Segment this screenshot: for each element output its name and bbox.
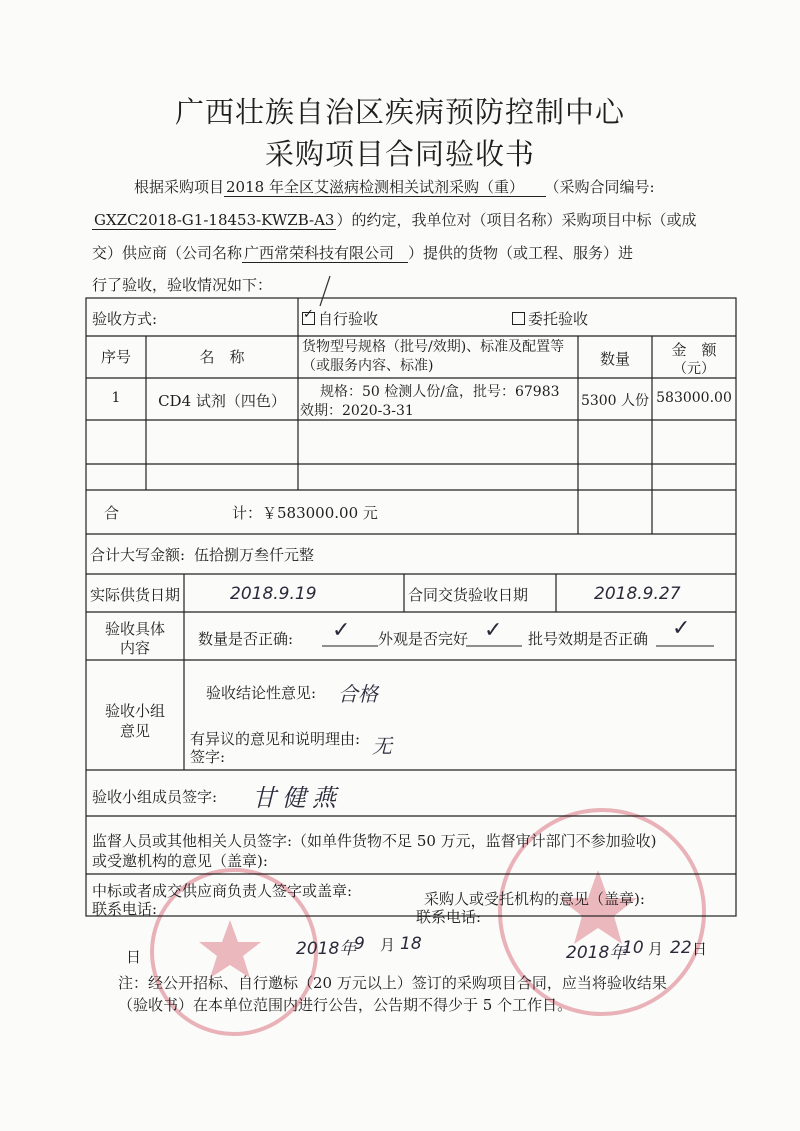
total-label-right: 计：	[232, 504, 263, 522]
buyer-phone-label: 联系电话:	[416, 908, 482, 926]
intro-line4: 行了验收，验收情况如下：	[92, 276, 273, 294]
method-self-option[interactable]: ✓ 自行验收	[303, 307, 379, 328]
col-header-qty: 数量	[599, 350, 630, 368]
conclusion-label: 验收结论性意见:	[206, 684, 317, 702]
buyer-date-day: 22	[670, 938, 692, 958]
supervisor-line2: 或受邀机构的意见（盖章):	[92, 852, 268, 870]
opinion-sign-label: 签字:	[190, 748, 226, 766]
note-line1: 注：经公开招标、自行邀标（20 万元以上）签订的采购项目合同，应当将验收结果	[118, 974, 667, 992]
buyer-day-label: 日	[692, 940, 708, 958]
buyer-sign-label: 采购人或受托机构的意见（盖章):	[424, 890, 645, 908]
supplier-date	[126, 934, 422, 966]
supplier-date-month: 9	[354, 934, 365, 954]
appearance-check-mark: ✓	[484, 618, 503, 643]
qty-check-mark: ✓	[332, 618, 351, 643]
appearance-question: 外观是否完好	[378, 630, 469, 648]
entrust-checkbox[interactable]	[512, 312, 525, 325]
contract-date-label: 合同交货验收日期	[408, 586, 529, 604]
col-header-no: 序号	[100, 348, 131, 366]
page-title-line2: 采购项目合同验收书	[264, 137, 535, 171]
conclusion-value: 合格	[338, 682, 378, 706]
capital-label: 合计大写金额:	[90, 546, 186, 564]
table-row-no: 1	[111, 390, 121, 406]
intro-line2: GXZC2018-G1-18453-KWZB-A3 ）的约定，我单位对（项目名称）采购项目中标（或成	[94, 211, 697, 229]
members-label: 验收小组成员签字:	[92, 788, 218, 806]
total-label-left: 合	[104, 504, 120, 522]
self-checkbox[interactable]: ✓	[302, 312, 315, 325]
table-row-spec-1: 规格：50 检测人份/盒，批号：67983	[320, 384, 560, 400]
note-line2: （验收书）在本单位范围内进行公告，公告期不得少于 5 个工作日。	[118, 996, 573, 1014]
supplier-month-label: 月	[380, 936, 396, 954]
opinion-label-2: 意见	[119, 722, 150, 740]
buyer-date	[566, 938, 716, 962]
project-name: 2018 年全区艾滋病检测相关试剂采购（重）	[224, 178, 546, 197]
contract-date-value: 2018.9.27	[594, 584, 681, 604]
method-entrust-option[interactable]: 委托验收	[512, 308, 588, 329]
buyer-date-month: 10	[622, 938, 644, 958]
col-header-amount: 金 额	[671, 341, 717, 359]
total-value: ￥583000.00 元	[262, 504, 378, 522]
supervisor-line1: 监督人员或其他相关人员签字:（如单件货物不足 50 万元，监督审计部门不参加验收)	[92, 832, 657, 850]
page-title-line1: 广西壮族自治区疾病预防控制中心	[174, 95, 625, 129]
intro-line1: 根据采购项目 2018 年全区艾滋病检测相关试剂采购（重） （采购合同编号:	[134, 178, 655, 196]
members-signature: 甘健燕	[252, 784, 342, 812]
buyer-date-year: 2018年	[566, 943, 627, 963]
supplier-name: 广西常荣科技有限公司	[242, 244, 408, 263]
table-row-qty: 5300 人份	[580, 393, 650, 409]
supplier-phone-label: 联系电话:	[92, 900, 158, 918]
supplier-day-label: 日	[126, 948, 142, 966]
batch-question: 批号效期是否正确	[528, 630, 649, 648]
batch-check-mark: ✓	[672, 616, 691, 641]
content-label-2: 内容	[119, 639, 150, 657]
intro-line3: 交）供应商（公司名称 广西常荣科技有限公司 ）提供的货物（或工程、服务）进	[92, 244, 634, 262]
actual-date-label: 实际供货日期	[90, 586, 181, 604]
method-label: 验收方式:	[92, 310, 158, 328]
objection-value: 无	[372, 734, 392, 758]
contract-number: GXZC2018-G1-18453-KWZB-A3	[94, 211, 335, 229]
supplier-date-day: 18	[400, 934, 422, 954]
capital-value: 伍拾捌万叁仟元整	[194, 546, 315, 564]
content-label-1: 验收具体	[104, 620, 165, 638]
table-row-spec-2: 效期：2020-3-31	[300, 403, 414, 419]
col-header-spec: 货物型号规格（批号/效期)、标准及配置等（或服务内容、标准)	[302, 339, 565, 374]
supplier-date-year: 2018年	[296, 939, 357, 959]
buyer-month-label: 月	[648, 940, 664, 958]
col-header-amount-unit: （元）	[673, 361, 715, 377]
col-header-name: 名 称	[199, 348, 245, 366]
actual-date-value: 2018.9.19	[230, 584, 317, 604]
opinion-label-1: 验收小组	[104, 702, 165, 720]
table-row-amount: 583000.00	[656, 390, 732, 406]
supplier-sign-label: 中标或者成交供应商负责人签字或盖章:	[92, 882, 353, 900]
qty-correct-question: 数量是否正确:	[198, 630, 294, 648]
table-row-name: CD4 试剂（四色）	[158, 392, 286, 410]
objection-label: 有异议的意见和说明理由:	[190, 730, 361, 748]
